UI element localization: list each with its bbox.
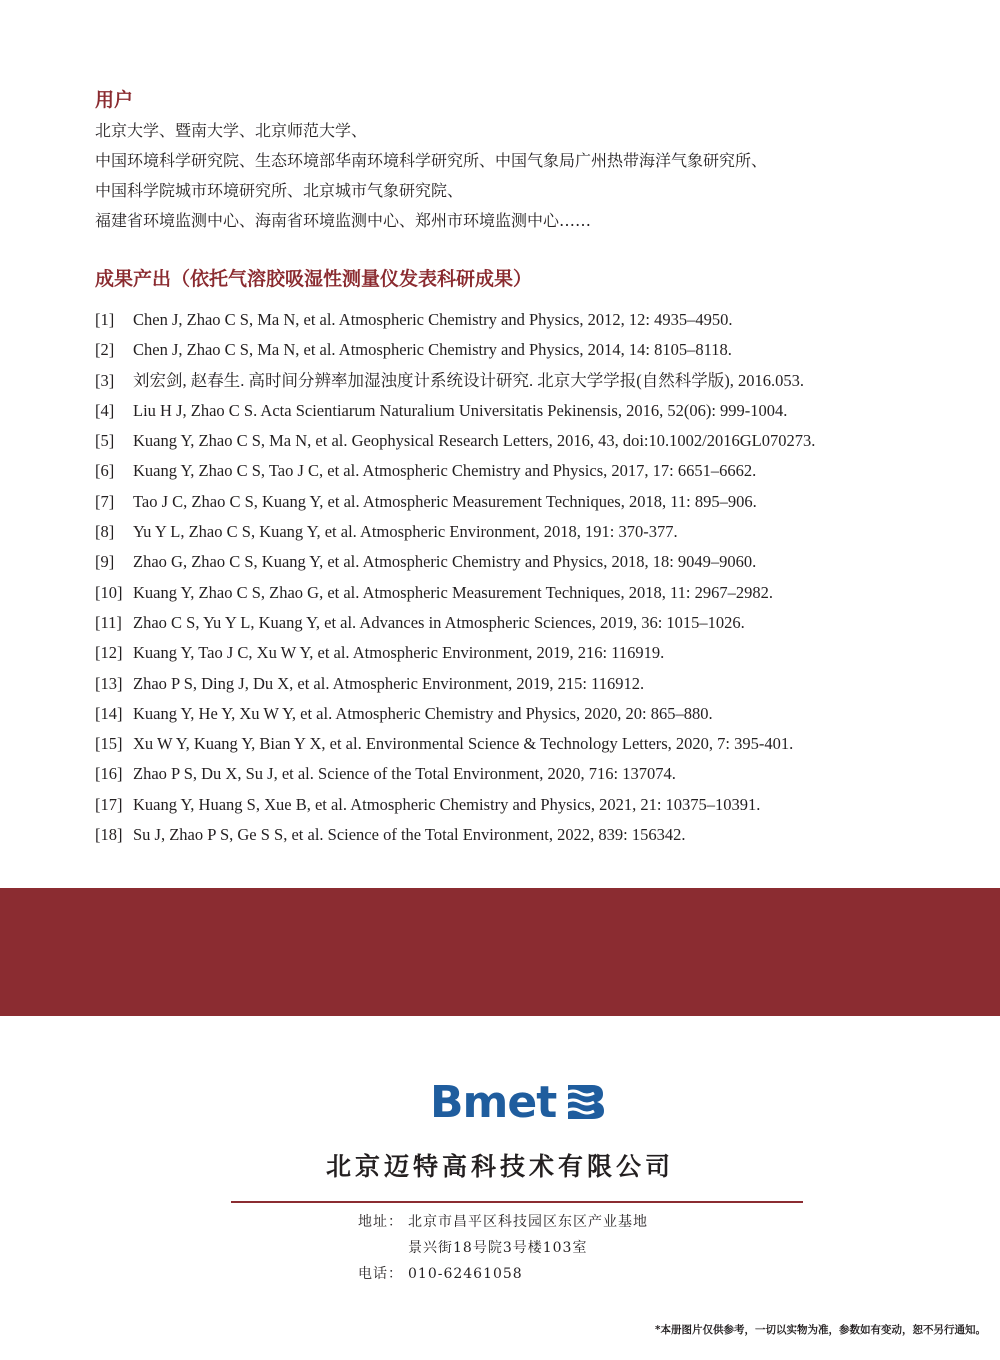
reference-item <box>95 305 975 335</box>
reference-number: [7] <box>95 491 115 511</box>
footer-divider <box>231 1201 803 1203</box>
reference-number: [4] <box>95 400 115 420</box>
reference-number: [3] <box>95 370 115 390</box>
reference-number: [8] <box>95 522 115 542</box>
company-logo <box>430 1075 610 1131</box>
reference-item <box>95 790 975 820</box>
users-list <box>95 116 975 236</box>
reference-number: [2] <box>95 340 115 360</box>
reference-number: [14] <box>95 703 123 723</box>
reference-text: Kuang Y, He Y, Xu W Y, et al. Atmospheric Chemistry and Physics, 2020, 20: 865–880. <box>133 703 713 723</box>
logo-b-wave-icon <box>562 1079 608 1125</box>
reference-number: [11] <box>95 612 122 632</box>
address-line-2: 景兴街18号院3号楼103室 <box>408 1240 588 1256</box>
reference-text: Zhao P S, Ding J, Du X, et al. Atmospheric Environment, 2019, 215: 116912. <box>133 673 645 693</box>
address-line-1 <box>358 1212 648 1232</box>
phone-label: 电话： <box>358 1266 403 1282</box>
users-line: 中国科学院城市环境研究所、北京城市气象研究院、 <box>95 181 464 200</box>
reference-item <box>95 669 975 699</box>
address-label: 地址： <box>358 1214 403 1230</box>
reference-text: 刘宏剑, 赵春生. 高时间分辨率加湿浊度计系统设计研究. 北京大学学报(自然科学版), 2016.053. <box>133 370 804 390</box>
decorative-red-band <box>0 888 1000 1016</box>
reference-item <box>95 699 975 729</box>
reference-number: [17] <box>95 794 123 814</box>
reference-item <box>95 759 975 789</box>
reference-text: Yu Y L, Zhao C S, Kuang Y, et al. Atmospheric Environment, 2018, 191: 370-377. <box>133 522 678 542</box>
reference-item <box>95 608 975 638</box>
reference-number: [6] <box>95 461 115 481</box>
reference-text: Liu H J, Zhao C S. Acta Scientiarum Naturalium Universitatis Pekinensis, 2016, 52(06): 999-1004. <box>133 400 788 420</box>
reference-text: Kuang Y, Huang S, Xue B, et al. Atmospheric Chemistry and Physics, 2021, 21: 10375–10391. <box>133 794 761 814</box>
users-section-title: 用户 <box>95 89 134 111</box>
reference-text: Chen J, Zhao C S, Ma N, et al. Atmospheric Chemistry and Physics, 2012, 12: 4935–4950. <box>133 310 733 329</box>
address-value: 北京市昌平区科技园区东区产业基地 <box>408 1214 648 1230</box>
reference-text: Zhao P S, Du X, Su J, et al. Science of the Total Environment, 2020, 716: 137074. <box>133 764 676 784</box>
users-line: 中国环境科学研究院、生态环境部华南环境科学研究所、中国气象局广州热带海洋气象研究所、 <box>95 151 768 170</box>
reference-list <box>95 305 975 850</box>
reference-number: [10] <box>95 582 123 602</box>
reference-item <box>95 820 975 850</box>
reference-item <box>95 517 975 547</box>
phone-line <box>358 1264 523 1284</box>
reference-item <box>95 487 975 517</box>
reference-text: Tao J C, Zhao C S, Kuang Y, et al. Atmospheric Measurement Techniques, 2018, 11: 895–906. <box>133 491 757 511</box>
reference-item <box>95 729 975 759</box>
reference-item <box>95 396 975 426</box>
reference-number: [1] <box>95 310 115 329</box>
reference-item <box>95 578 975 608</box>
reference-number: [12] <box>95 643 123 663</box>
reference-item <box>95 335 975 365</box>
reference-item <box>95 638 975 668</box>
reference-item <box>95 426 975 456</box>
company-name: 北京迈特高科技术有限公司 <box>325 1152 674 1181</box>
reference-text: Xu W Y, Kuang Y, Bian Y X, et al. Environmental Science & Technology Letters, 2020, 7: 395-401. <box>133 734 794 754</box>
reference-item <box>95 366 975 396</box>
reference-text: Kuang Y, Zhao C S, Zhao G, et al. Atmospheric Measurement Techniques, 2018, 11: 2967–2982. <box>133 582 773 602</box>
reference-text: Kuang Y, Zhao C S, Tao J C, et al. Atmospheric Chemistry and Physics, 2017, 17: 6651–6662. <box>133 461 757 481</box>
reference-item <box>95 456 975 486</box>
reference-text: Zhao G, Zhao C S, Kuang Y, et al. Atmospheric Chemistry and Physics, 2018, 18: 9049–9060. <box>133 552 757 572</box>
reference-number: [16] <box>95 764 123 784</box>
reference-number: [5] <box>95 431 115 451</box>
reference-text: Chen J, Zhao C S, Ma N, et al. Atmospheric Chemistry and Physics, 2014, 14: 8105–8118. <box>133 340 732 360</box>
results-section-title: 成果产出（依托气溶胶吸湿性测量仪发表科研成果） <box>95 268 533 290</box>
logo-wordmark: Bmet <box>430 1077 557 1128</box>
reference-text: Su J, Zhao P S, Ge S S, et al. Science of the Total Environment, 2022, 839: 156342. <box>133 825 686 845</box>
reference-text: Zhao C S, Yu Y L, Kuang Y, et al. Advances in Atmospheric Sciences, 2019, 36: 1015–1026. <box>133 612 745 632</box>
reference-number: [13] <box>95 673 123 693</box>
reference-number: [9] <box>95 552 115 572</box>
reference-item <box>95 547 975 577</box>
reference-number: [18] <box>95 825 123 845</box>
users-line: 北京大学、暨南大学、北京师范大学、 <box>95 121 368 140</box>
disclaimer-note: *本册图片仅供参考，一切以实物为准，参数如有变动，恕不另行通知。 <box>655 1324 986 1336</box>
reference-text: Kuang Y, Zhao C S, Ma N, et al. Geophysical Research Letters, 2016, 43, doi:10.1002/2016GL070273. <box>133 431 816 451</box>
reference-text: Kuang Y, Tao J C, Xu W Y, et al. Atmospheric Environment, 2019, 216: 116919. <box>133 643 665 663</box>
users-line: 福建省环境监测中心、海南省环境监测中心、郑州市环境监测中心…… <box>95 211 592 230</box>
reference-number: [15] <box>95 734 123 754</box>
phone-value: 010-62461058 <box>408 1266 523 1282</box>
